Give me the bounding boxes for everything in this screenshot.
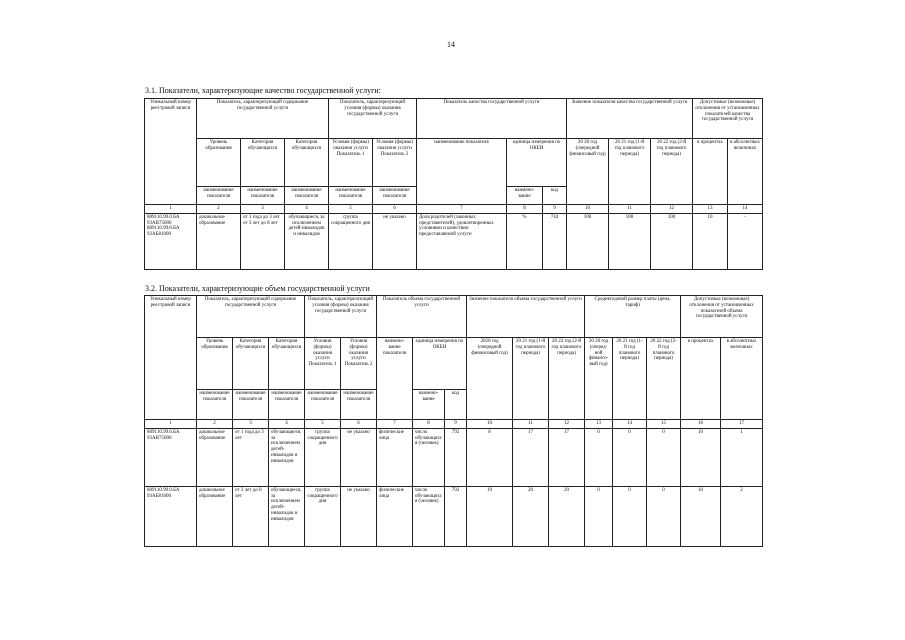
hdr-sub: наименование показателя xyxy=(341,390,377,420)
col-number: 9 xyxy=(543,205,567,214)
hdr-sub: наименование показателя xyxy=(285,187,329,205)
col-number: 13 xyxy=(585,420,613,429)
cell-cond1: группа сокращенного дня xyxy=(329,213,373,269)
hdr-conditions-indicator: Показатель, характеризующий условия (формы) оказания государственной услуги xyxy=(329,99,417,139)
hdr-category2: Категория обучающихся xyxy=(285,139,329,187)
hdr-sub: наименование показателя xyxy=(241,187,285,205)
cell-category: от 3 лет до 8 лет xyxy=(233,486,269,546)
hdr-deviation: Допустимые (возможные) отклонения от установленных показателей объема государственной услуги xyxy=(681,296,763,338)
cell-value2: 17 xyxy=(513,428,549,486)
cell-unit: % xyxy=(507,213,543,269)
col-number: 6 xyxy=(373,205,417,214)
col-number: 9 xyxy=(445,420,467,429)
hdr-sub: наименование показателя xyxy=(329,187,373,205)
hdr-sub: наименование показателя xyxy=(197,187,241,205)
cell-cond2: не указано xyxy=(373,213,417,269)
table-row xyxy=(145,213,763,269)
hdr-category: Категория обучающихся xyxy=(241,139,285,187)
cell-category2: обучающиеся, за исключением детей-инвалидов и инвалидов xyxy=(285,213,329,269)
hdr-unit-name: наимено-вание xyxy=(413,390,445,420)
cell-percent: 10 xyxy=(681,428,721,486)
cell-level: дошкольное образование xyxy=(197,213,241,269)
hdr-sub: наименование показателя xyxy=(269,390,305,420)
cell-value3: 100 xyxy=(651,213,693,269)
col-number: 8 xyxy=(413,420,445,429)
hdr-price2: 20 21 год (1-й год планового периода) xyxy=(613,338,647,420)
hdr-cond1: Условия (формы) оказания услуги Показатель 1 xyxy=(305,338,341,390)
hdr-quality-indicator: Показатель качества государственной услуги xyxy=(417,99,567,139)
hdr-content-indicator: Показатель, характеризующий содержание государственной услуги xyxy=(197,99,329,139)
hdr-percent: в процентах xyxy=(681,338,721,420)
hdr-unit-name: наимено-вание xyxy=(507,187,543,205)
col-number: 15 xyxy=(647,420,681,429)
cell-category2: обучающиеся, за исключением детей-инвалидов и инвалидов xyxy=(269,486,305,546)
quality-table xyxy=(144,98,763,270)
hdr-percent: в процентах xyxy=(693,139,728,205)
cell-level: дошкольное образование xyxy=(197,428,233,486)
section1-title: 3.1. Показатели, характеризующие качество государственной услуги: xyxy=(145,86,381,95)
col-number: 1 xyxy=(145,205,197,214)
cell-indicator: Доля родителей (законных представителей), удовлетворенных условиями и качеством предоставляемой услуги xyxy=(417,213,507,269)
hdr-absolute: в абсолютных величинах xyxy=(721,338,763,420)
cell-percent: 10 xyxy=(681,486,721,546)
col-number: 10 xyxy=(467,420,513,429)
cell-okei: 744 xyxy=(543,213,567,269)
hdr-sub: наименование показателя xyxy=(305,390,341,420)
cell-absolute: 1 xyxy=(721,428,763,486)
hdr-year3: 20 22 год (2-й год планового периода) xyxy=(651,139,693,205)
col-number: 12 xyxy=(549,420,585,429)
col-number: 7 xyxy=(417,205,507,214)
cell-percent: 10 xyxy=(693,213,728,269)
hdr-volume-indicator: Показатель объема государственной услуги xyxy=(377,296,467,338)
hdr-unique-number: Уникальный номер реестровой записи xyxy=(145,99,197,205)
col-number: 2 xyxy=(197,205,241,214)
hdr-content-indicator: Показатель, характеризующий содержание государственной услуги xyxy=(197,296,305,338)
col-number: 17 xyxy=(721,420,763,429)
cell-unit: число обучающихся (человек) xyxy=(413,486,445,546)
cell-volume-name: физические лица xyxy=(377,428,413,486)
hdr-code: код xyxy=(543,187,567,205)
cell-value1: 8 xyxy=(467,428,513,486)
hdr-year1: 2020 год (очередной финансовый год) xyxy=(467,338,513,420)
col-number: 12 xyxy=(651,205,693,214)
cell-price1: 0 xyxy=(585,428,613,486)
col-number: 14 xyxy=(613,420,647,429)
cell-value2: 100 xyxy=(609,213,651,269)
col-number: 3 xyxy=(233,420,269,429)
col-number: 3 xyxy=(241,205,285,214)
cell-cond1: группа сокращенного дня xyxy=(305,486,341,546)
hdr-quality-value: Значение показателя качества государственной услуги xyxy=(567,99,693,139)
cell-value1: 100 xyxy=(567,213,609,269)
hdr-category2: Категория обучающихся xyxy=(269,338,305,390)
col-number: 14 xyxy=(728,205,763,214)
hdr-deviation: Допустимые (возможные) отклонения от установленных показателей качества государственной услуги xyxy=(693,99,763,139)
cell-category: от 1 года до 3 лет от 3 лет до 8 лет xyxy=(241,213,285,269)
hdr-volume-value: Значение показателя объема государственной услуги xyxy=(467,296,585,338)
hdr-price3: 20 22 год (2-й год планового периода) xyxy=(647,338,681,420)
page-number: 14 xyxy=(447,40,455,49)
cell-okei: 792 xyxy=(445,428,467,486)
hdr-sub: наименование показателя xyxy=(197,390,233,420)
cell-volume-name: физические лица xyxy=(377,486,413,546)
hdr-avg-price: Среднегодовой размер платы (цена, тариф) xyxy=(585,296,681,338)
hdr-unit: единица измерения по ОКЕИ xyxy=(507,139,567,187)
hdr-quality-name: наименование показателя xyxy=(417,139,507,205)
col-number: 8 xyxy=(507,205,543,214)
table-row xyxy=(145,428,763,486)
cell-absolute: - xyxy=(728,213,763,269)
hdr-sub: наименование показателя xyxy=(233,390,269,420)
cell-code: 889110.99.0.БА 93АБ81000 xyxy=(145,486,197,546)
cell-value1: 19 xyxy=(467,486,513,546)
hdr-year2: 20 21 год (1-й год планового периода) xyxy=(609,139,651,205)
col-number: 4 xyxy=(285,205,329,214)
cell-price3: 0 xyxy=(647,428,681,486)
cell-code: 889110.99.0.БА 93АВ75000 xyxy=(145,428,197,486)
col-number: 2 xyxy=(197,420,233,429)
col-number: 6 xyxy=(341,420,377,429)
hdr-level: Уровень образования xyxy=(197,338,233,390)
hdr-level: Уровень образования xyxy=(197,139,241,187)
cell-value2: 20 xyxy=(513,486,549,546)
cell-cond2: не указано xyxy=(341,428,377,486)
col-number: 5 xyxy=(329,205,373,214)
section2-title: 3.2. Показатели, характеризующие объем государственной услуги xyxy=(145,284,370,293)
hdr-unique-number: Уникальный номер реестровой записи xyxy=(145,296,197,420)
cell-code: 889110.99.0.БА 93АВ75000 889110.99.0.БА 93АБ81000 xyxy=(145,213,197,269)
hdr-year1: 20 20 год (очередной финансовый год) xyxy=(567,139,609,205)
hdr-price1: 20 20 год (очеред-ной финансо-вый год) xyxy=(585,338,613,420)
hdr-volume-name: наимено-вание показателя xyxy=(377,338,413,420)
col-number: 11 xyxy=(609,205,651,214)
cell-price1: 0 xyxy=(585,486,613,546)
col-number: 10 xyxy=(567,205,609,214)
cell-absolute: 2 xyxy=(721,486,763,546)
hdr-absolute: в абсолютных величинах xyxy=(728,139,763,205)
hdr-conditions-indicator: Показатель, характеризующий условия (формы) оказания государственной услуги xyxy=(305,296,377,338)
cell-category2: обучающиеся, за исключением детей-инвалидов и инвалидов xyxy=(269,428,305,486)
hdr-year3: 20 22 год (2-й год планового периода) xyxy=(549,338,585,420)
cell-category: от 1 года до 3 лет xyxy=(233,428,269,486)
table-row xyxy=(145,486,763,546)
col-number: 1 xyxy=(145,420,197,429)
cell-okei: 792 xyxy=(445,486,467,546)
hdr-unit: единица измерения по ОКЕИ xyxy=(413,338,467,390)
hdr-code: код xyxy=(445,390,467,420)
col-number: 7 xyxy=(377,420,413,429)
col-number: 11 xyxy=(513,420,549,429)
hdr-sub: наименование показателя xyxy=(373,187,417,205)
cell-price2: 0 xyxy=(613,486,647,546)
cell-value3: 17 xyxy=(549,428,585,486)
hdr-year2: 20 21 год (1-й год планового периода) xyxy=(513,338,549,420)
cell-unit: число обучающихся (человек) xyxy=(413,428,445,486)
cell-value3: 20 xyxy=(549,486,585,546)
cell-level: дошкольное образование xyxy=(197,486,233,546)
cell-price3: 0 xyxy=(647,486,681,546)
volume-table xyxy=(144,295,763,547)
cell-price2: 0 xyxy=(613,428,647,486)
hdr-category: Категория обучающихся xyxy=(233,338,269,390)
col-number: 13 xyxy=(693,205,728,214)
cell-cond1: группа сокращенного дня xyxy=(305,428,341,486)
col-number: 5 xyxy=(305,420,341,429)
hdr-cond2: Условия (формы) оказания услуги Показатель 2 xyxy=(341,338,377,390)
cell-cond2: не указано xyxy=(341,486,377,546)
col-number: 16 xyxy=(681,420,721,429)
col-number: 4 xyxy=(269,420,305,429)
hdr-cond1: Условия (формы) оказания услуги Показатель 1 xyxy=(329,139,373,187)
hdr-cond2: Условия (формы) оказания услуги Показатель 2 xyxy=(373,139,417,187)
